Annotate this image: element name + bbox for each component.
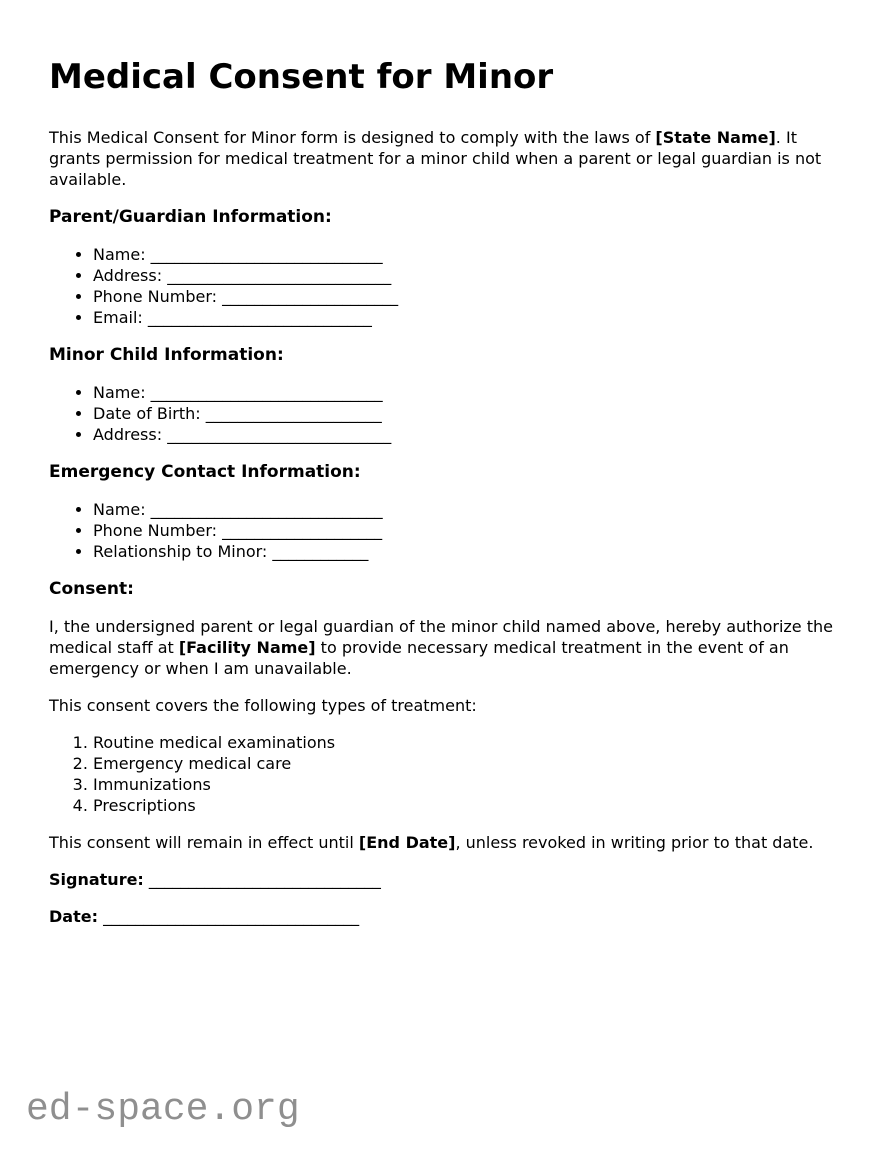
date-blank: ________________________________ — [103, 907, 360, 926]
list-item-emergency-name: • Name: _____________________________ — [93, 499, 838, 520]
list-item-parent-email: • Email: ____________________________ — [93, 307, 838, 328]
list-item-treatment-exams: 1. Routine medical examinations — [93, 732, 838, 753]
signature-blank: _____________________________ — [148, 870, 381, 889]
list-item-treatment-emergency-care: 2. Emergency medical care — [93, 753, 838, 774]
list-item-treatment-immunizations: 3. Immunizations — [93, 774, 838, 795]
intro-paragraph: This Medical Consent for Minor form is designed to comply with the laws of [State Name]. It grants permission for medical treatment for a minor child when a parent or legal guardian is not available. — [49, 128, 822, 189]
list-item-emergency-relationship: • Relationship to Minor: ____________ — [93, 541, 838, 562]
list-item-parent-name: • Name: _____________________________ — [93, 244, 838, 265]
list-item-treatment-prescriptions: 4. Prescriptions — [93, 795, 838, 816]
treatment-list — [49, 732, 838, 816]
consent-paragraph: I, the undersigned parent or legal guardian of the minor child named above, hereby authorize the medical staff at [Facility Name] to provide necessary medical treatment in the event of an emergency or when I am unavailable. — [49, 617, 833, 678]
page-title: Medical Consent for Minor — [49, 57, 554, 97]
list-item-parent-address: • Address: ____________________________ — [93, 265, 838, 286]
list-item-minor-address: • Address: ____________________________ — [93, 424, 838, 445]
signature-line — [49, 869, 838, 890]
parent-guardian-list — [49, 244, 838, 328]
emergency-contact-list — [49, 499, 838, 562]
section-heading-minor-child: Minor Child Information: — [49, 345, 284, 365]
section-heading-parent-guardian: Parent/Guardian Information: — [49, 207, 332, 227]
treatment-intro-line: This consent covers the following types of treatment: — [49, 696, 477, 715]
minor-child-list — [49, 382, 838, 445]
watermark: ed-space.org — [26, 1088, 300, 1131]
section-heading-emergency-contact: Emergency Contact Information: — [49, 462, 361, 482]
date-line — [49, 906, 838, 927]
section-heading-consent: Consent: — [49, 579, 134, 599]
signature-label: Signature: — [49, 870, 144, 889]
list-item-emergency-phone: • Phone Number: ____________________ — [93, 520, 838, 541]
list-item-minor-dob: • Date of Birth: ______________________ — [93, 403, 838, 424]
date-label: Date: — [49, 907, 98, 926]
effect-paragraph: This consent will remain in effect until [End Date], unless revoked in writing prior to that date. — [49, 833, 814, 852]
list-item-parent-phone: • Phone Number: ______________________ — [93, 286, 838, 307]
list-item-minor-name: • Name: _____________________________ — [93, 382, 838, 403]
